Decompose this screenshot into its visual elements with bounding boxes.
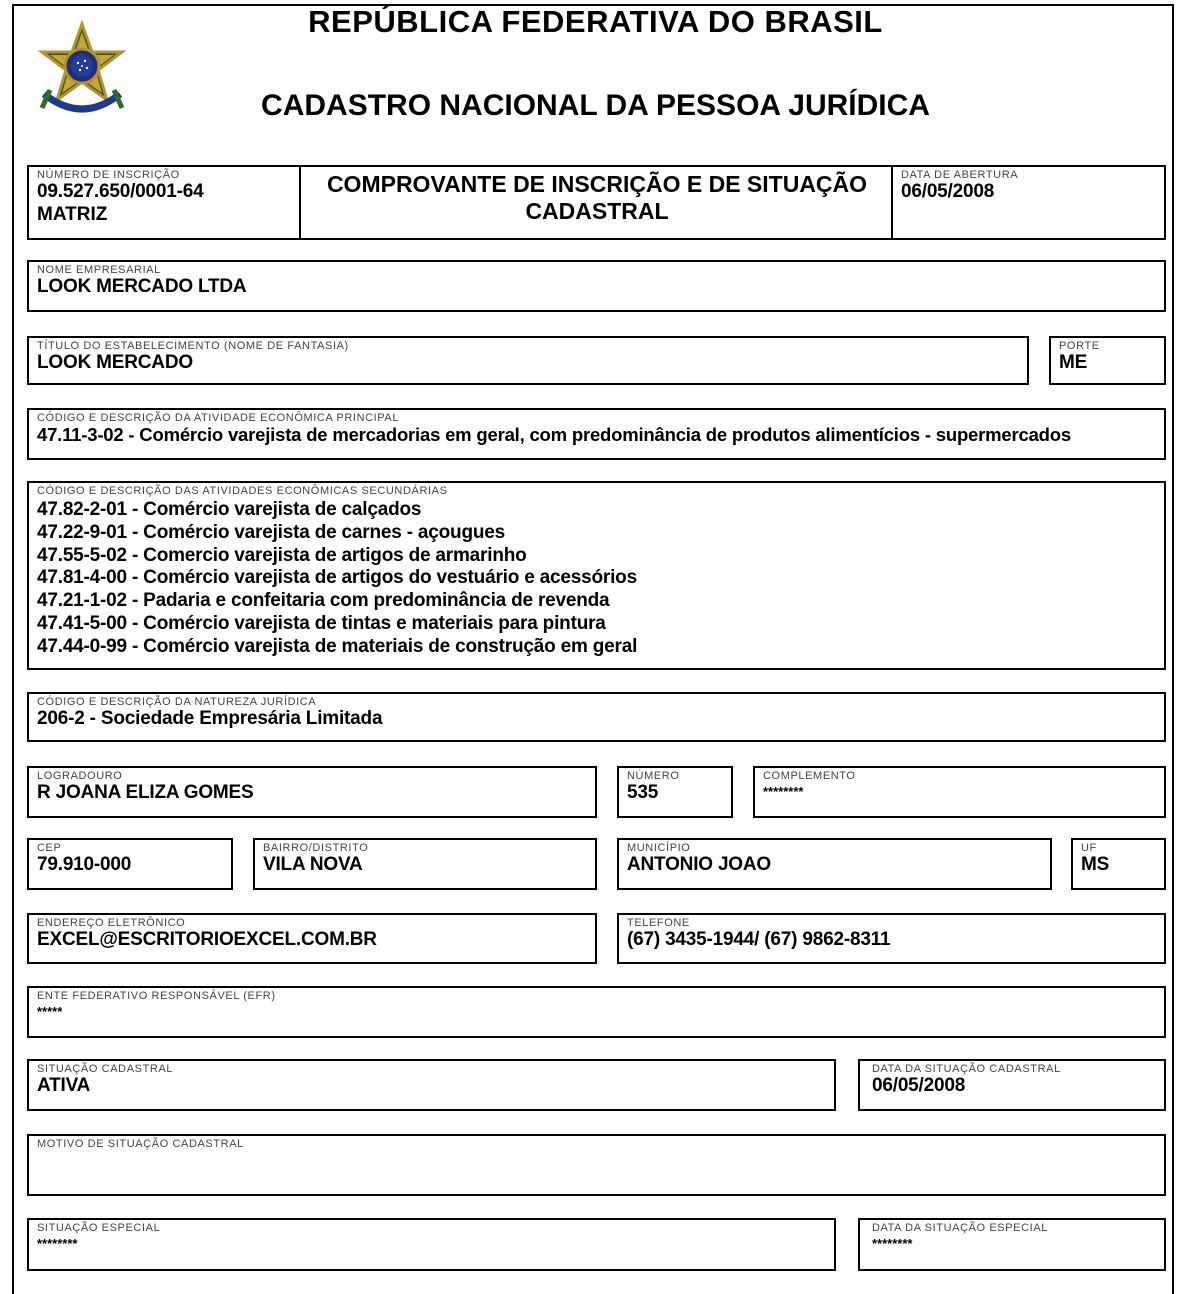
natureza-juridica-label: CÓDIGO E DESCRIÇÃO DA NATUREZA JURÍDICA xyxy=(37,696,317,708)
document-title: COMPROVANTE DE INSCRIÇÃO E DE SITUAÇÃO CADASTRAL xyxy=(326,171,868,224)
nome-empresarial-box xyxy=(27,260,1166,312)
list-item: 47.44-0-99 - Comércio varejista de materiais de construção em geral xyxy=(37,635,638,657)
nome-empresarial-value: LOOK MERCADO LTDA xyxy=(37,276,247,297)
efr-label: ENTE FEDERATIVO RESPONSÁVEL (EFR) xyxy=(37,990,276,1002)
email-box xyxy=(27,913,597,964)
porte-label: PORTE xyxy=(1059,340,1100,352)
numero-value: 535 xyxy=(627,782,659,803)
data-situacao-especial-value: ******** xyxy=(872,1236,913,1251)
porte-box xyxy=(1049,336,1166,385)
motivo-label: MOTIVO DE SITUAÇÃO CADASTRAL xyxy=(37,1138,244,1150)
situacao-especial-label: SITUAÇÃO ESPECIAL xyxy=(37,1222,161,1234)
logradouro-box xyxy=(27,766,597,818)
porte-value: ME xyxy=(1059,352,1088,373)
situacao-label: SITUAÇÃO CADASTRAL xyxy=(37,1063,174,1075)
data-situacao-especial-box xyxy=(858,1218,1166,1271)
atividades-secundarias-list xyxy=(37,499,637,659)
atividades-secundarias-label: CÓDIGO E DESCRIÇÃO DAS ATIVIDADES ECONÔMICAS SECUNDÁRIAS xyxy=(37,485,448,497)
numero-box xyxy=(617,766,733,818)
titulo-value: LOOK MERCADO xyxy=(37,352,193,373)
titulo-label: TÍTULO DO ESTABELECIMENTO (NOME DE FANTASIA) xyxy=(37,340,349,352)
telefone-box xyxy=(617,913,1166,964)
bairro-value: VILA NOVA xyxy=(263,854,363,875)
header-box xyxy=(27,165,1166,240)
uf-box xyxy=(1071,838,1166,890)
list-item: 47.82-2-01 - Comércio varejista de calçados xyxy=(37,499,422,520)
complemento-value: ******** xyxy=(763,784,804,799)
email-value: EXCEL@ESCRITORIOEXCEL.COM.BR xyxy=(37,929,377,950)
nome-empresarial-label: NOME EMPRESARIAL xyxy=(37,264,161,276)
cep-box xyxy=(27,838,233,890)
uf-label: UF xyxy=(1081,842,1097,854)
situacao-value: ATIVA xyxy=(37,1075,91,1096)
abertura-label: DATA DE ABERTURA xyxy=(901,169,1019,181)
email-label: ENDEREÇO ELETRÔNICO xyxy=(37,917,186,929)
list-item: 47.41-5-00 - Comércio varejista de tintas e materiais para pintura xyxy=(37,612,606,634)
country-title: REPÚBLICA FEDERATIVA DO BRASIL xyxy=(308,4,883,39)
inscricao-type: MATRIZ xyxy=(37,204,108,225)
abertura-value: 06/05/2008 xyxy=(901,181,995,202)
situacao-box xyxy=(27,1059,836,1111)
efr-box xyxy=(27,986,1166,1038)
divider xyxy=(891,167,893,238)
inscricao-number: 09.527.650/0001-64 xyxy=(37,181,204,202)
numero-label: NÚMERO xyxy=(627,770,680,782)
motivo-box xyxy=(27,1134,1166,1196)
situacao-especial-box xyxy=(27,1218,836,1271)
registry-title: CADASTRO NACIONAL DA PESSOA JURÍDICA xyxy=(261,89,930,122)
uf-value: MS xyxy=(1081,854,1110,875)
data-situacao-value: 06/05/2008 xyxy=(872,1075,966,1096)
bairro-label: BAIRRO/DISTRITO xyxy=(263,842,369,854)
atividade-principal-label: CÓDIGO E DESCRIÇÃO DA ATIVIDADE ECONÔMICA PRINCIPAL xyxy=(37,412,400,424)
atividade-principal-box xyxy=(27,408,1166,460)
telefone-label: TELEFONE xyxy=(627,917,690,929)
data-situacao-box xyxy=(858,1059,1166,1111)
municipio-box xyxy=(617,838,1052,890)
data-situacao-label: DATA DA SITUAÇÃO CADASTRAL xyxy=(872,1063,1061,1075)
atividades-secundarias-box xyxy=(27,481,1166,670)
inscricao-label: NÚMERO DE INSCRIÇÃO xyxy=(37,169,180,181)
logradouro-label: LOGRADOURO xyxy=(37,770,123,782)
cep-label: CEP xyxy=(37,842,62,854)
natureza-juridica-value: 206-2 - Sociedade Empresária Limitada xyxy=(37,708,383,729)
telefone-value: (67) 3435-1944/ (67) 9862-8311 xyxy=(627,929,891,950)
logradouro-value: R JOANA ELIZA GOMES xyxy=(37,782,254,803)
list-item: 47.21-1-02 - Padaria e confeitaria com predominância de revenda xyxy=(37,590,610,612)
complemento-label: COMPLEMENTO xyxy=(763,770,856,782)
complemento-box xyxy=(753,766,1166,818)
situacao-especial-value: ******** xyxy=(37,1236,78,1251)
natureza-juridica-box xyxy=(27,692,1166,742)
list-item: 47.22-9-01 - Comércio varejista de carnes - açougues xyxy=(37,521,505,543)
bairro-box xyxy=(253,838,597,890)
atividade-principal-value: 47.11-3-02 - Comércio varejista de mercadorias em geral, com predominância de produtos alimentícios - supermercados xyxy=(37,424,1071,445)
cep-value: 79.910-000 xyxy=(37,854,132,875)
data-situacao-especial-label: DATA DA SITUAÇÃO ESPECIAL xyxy=(872,1222,1048,1234)
list-item: 47.55-5-02 - Comercio varejista de artigos de armarinho xyxy=(37,544,527,566)
list-item: 47.81-4-00 - Comércio varejista de artigos do vestuário e acessórios xyxy=(37,567,637,589)
municipio-value: ANTONIO JOAO xyxy=(627,854,771,875)
efr-value: ***** xyxy=(37,1004,63,1019)
municipio-label: MUNICÍPIO xyxy=(627,842,691,854)
titulo-box xyxy=(27,336,1029,385)
